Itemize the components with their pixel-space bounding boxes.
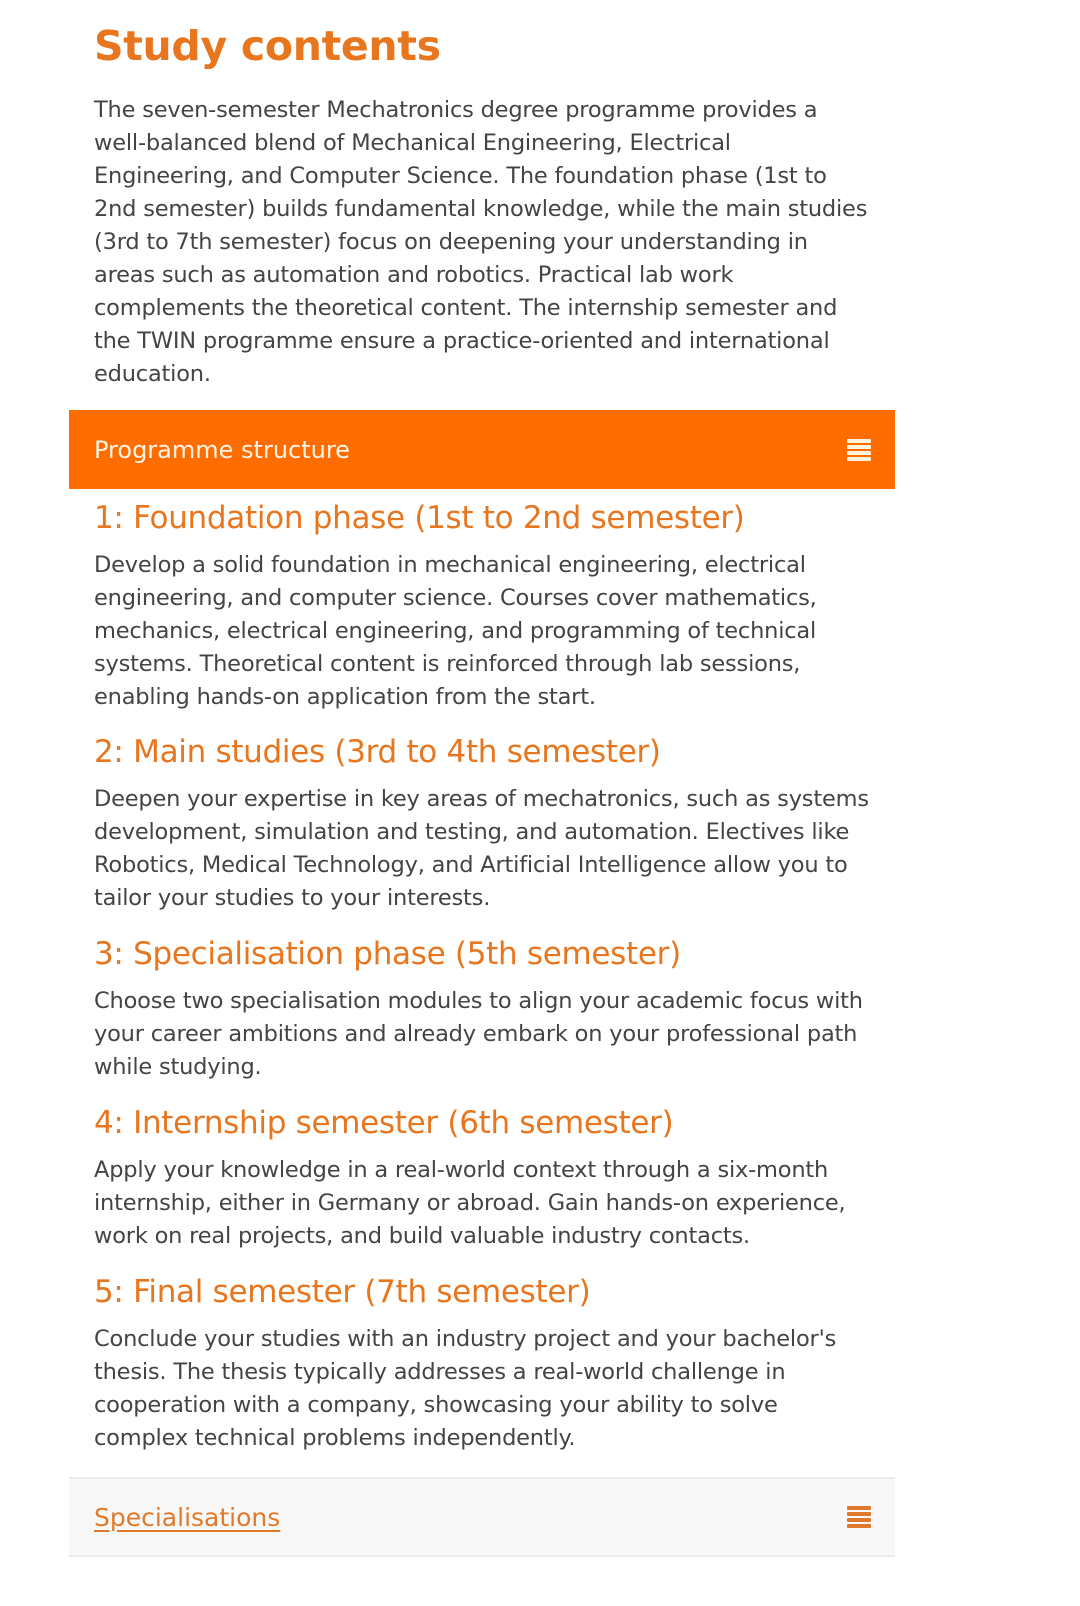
accordion-specialisations-header[interactable] <box>69 1477 895 1557</box>
phase-text: Develop a solid foundation in mechanical engineering, electrical engineering, and computer science. Courses cover mathematics, mechanics, electrical engineering, and programming of technical systems. Theoretical content is reinforced through lab sessions, enabling hands-on application from the start. <box>94 552 817 710</box>
phase-heading: 5: Final semester (7th semester) <box>94 1274 591 1310</box>
specialisations-link[interactable]: Specialisations <box>94 1502 281 1532</box>
phase-text: Deepen your expertise in key areas of mechatronics, such as systems development, simulation and testing, and automation. Electives like Robotics, Medical Technology, and Artificial Intelligence allow you to tailor your studies to your interests. <box>94 786 869 911</box>
accordion-programme-structure-header[interactable] <box>69 410 895 489</box>
phase-heading: 1: Foundation phase (1st to 2nd semester) <box>94 500 745 536</box>
phase-section-4 <box>94 1103 874 1253</box>
page-title: Study contents <box>94 22 441 70</box>
phase-text: Choose two specialisation modules to align your academic focus with your career ambitions and already embark on your professional path while studying. <box>94 988 863 1080</box>
phase-text: Conclude your studies with an industry project and your bachelor's thesis. The thesis typically addresses a real-world challenge in cooperation with a company, showcasing your ability to solve complex technical problems independently. <box>94 1326 837 1451</box>
phase-heading: 4: Internship semester (6th semester) <box>94 1105 674 1141</box>
accordion-title: Programme structure <box>94 435 350 464</box>
phase-section-2 <box>94 732 874 915</box>
menu-icon[interactable] <box>847 439 871 461</box>
phase-section-5 <box>94 1272 874 1455</box>
phase-heading: 3: Specialisation phase (5th semester) <box>94 936 681 972</box>
menu-icon[interactable] <box>847 1506 871 1528</box>
phase-section-3 <box>94 934 874 1084</box>
intro-paragraph: The seven-semester Mechatronics degree programme provides a well-balanced blend of Mechanical Engineering, Electrical Engineering, and Computer Science. The foundation phase (1st to 2nd semester) builds fundamental knowledge, while the main studies (3rd to 7th semester) focus on deepening your understanding in areas such as automation and robotics. Practical lab work complements the theoretical content. The internship semester and the TWIN programme ensure a practice-oriented and international education. <box>94 97 868 387</box>
phase-heading: 2: Main studies (3rd to 4th semester) <box>94 734 661 770</box>
phase-section-1 <box>94 498 874 714</box>
phase-text: Apply your knowledge in a real-world context through a six-month internship, either in Germany or abroad. Gain hands-on experience, work on real projects, and build valuable industry contacts. <box>94 1157 846 1249</box>
